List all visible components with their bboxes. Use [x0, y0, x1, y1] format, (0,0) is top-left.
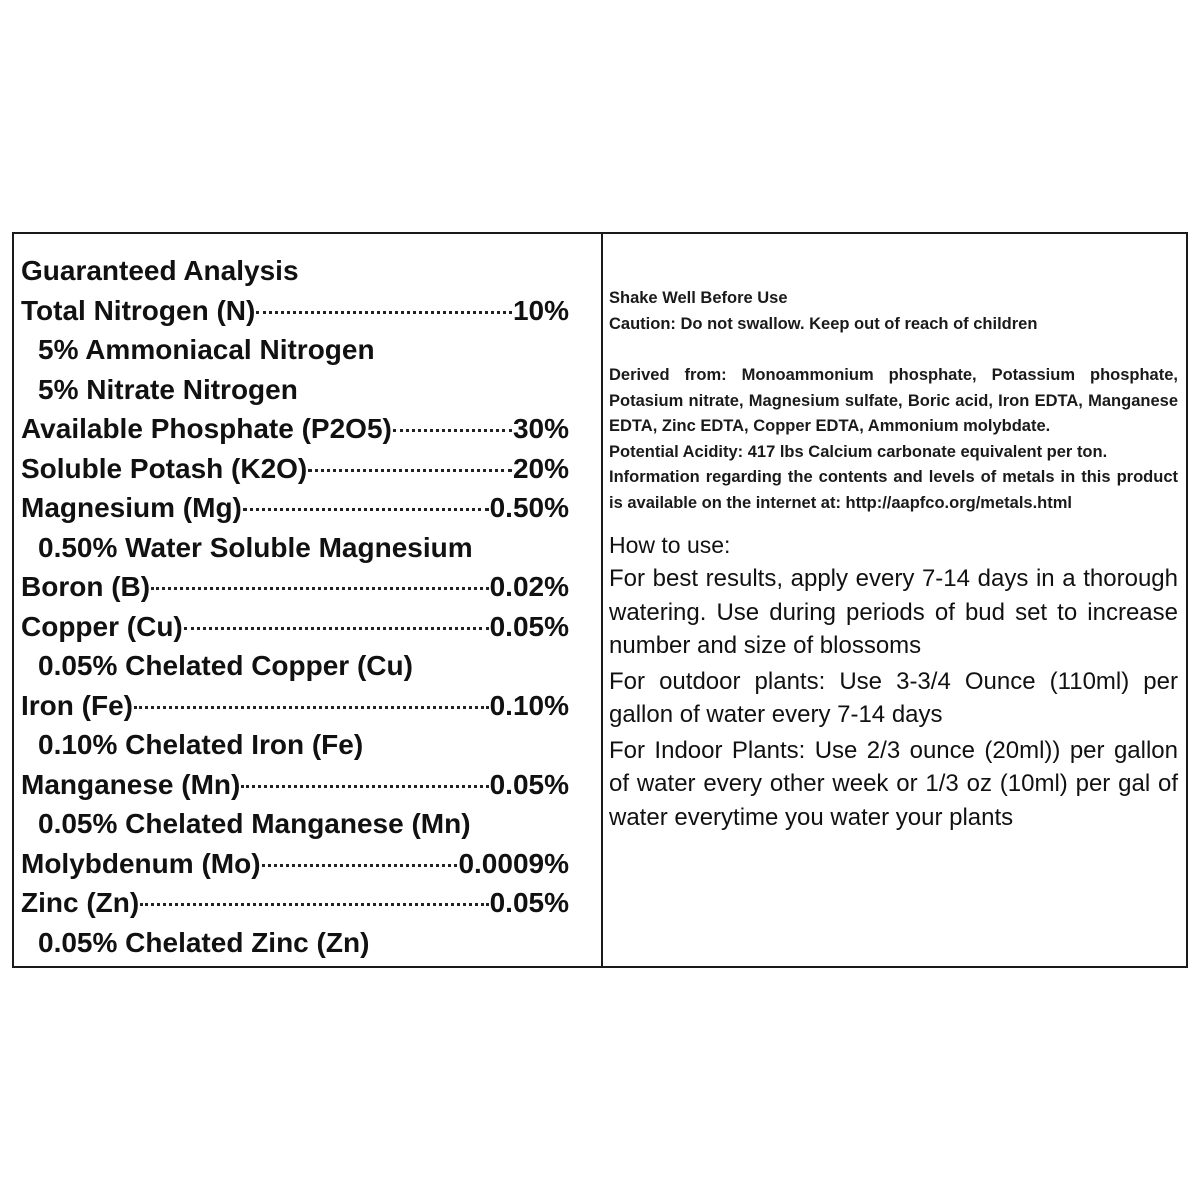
metals-info: Information regarding the contents and levels of metals in this product is available on the internet at: http://aapfco.org/metals.html — [609, 468, 1178, 512]
outdoor-plants-text: For outdoor plants: Use 3-3/4 Ounce (110ml) per gallon of water every 7-14 days — [609, 667, 1178, 728]
nitrate-nitrogen: 5% Nitrate Nitrogen — [38, 373, 298, 405]
ammoniacal-nitrogen: 5% Ammoniacal Nitrogen — [38, 334, 375, 365]
nutrient-value: 30% — [512, 413, 569, 444]
guaranteed-analysis-column — [14, 234, 603, 966]
molybdenum-row — [21, 844, 569, 884]
nutrient-value: 0.50% — [489, 492, 569, 523]
nutrient-value: 0.02% — [489, 571, 569, 602]
iron-row — [21, 686, 569, 726]
instructions-column — [603, 234, 1186, 966]
zinc-sub: 0.05% Chelated Zinc (Zn) — [38, 926, 370, 958]
nutrient-name: Available Phosphate (P2O5) — [21, 413, 392, 444]
dot-leader — [308, 469, 512, 472]
dot-leader — [151, 587, 489, 590]
phosphate-row — [21, 409, 569, 449]
nutrient-name: Soluble Potash (K2O) — [21, 452, 308, 484]
manganese-sub: 0.05% Chelated Manganese (Mn) — [38, 808, 471, 839]
dot-leader — [256, 311, 512, 314]
nutrient-value: 10% — [512, 294, 569, 326]
nutrient-name: Molybdenum (Mo) — [21, 847, 261, 879]
dot-leader — [393, 429, 512, 432]
nutrient-value: 0.10% — [489, 689, 569, 721]
nutrient-value: 0.0009% — [458, 847, 569, 879]
zinc-row — [21, 883, 569, 923]
dot-leader — [134, 706, 489, 709]
total-nitrogen-row — [21, 291, 569, 331]
iron-sub: 0.10% Chelated Iron (Fe) — [38, 729, 364, 760]
dot-leader — [262, 864, 458, 867]
dot-leader — [241, 785, 488, 788]
nutrient-value: 0.05% — [489, 610, 569, 642]
dot-leader — [140, 903, 488, 906]
dot-leader — [243, 508, 489, 511]
copper-sub: 0.05% Chelated Copper (Cu) — [38, 650, 413, 681]
how-to-use-title: How to use: — [609, 532, 731, 558]
dot-leader — [184, 627, 489, 630]
magnesium-sub: 0.50% Water Soluble Magnesium — [38, 531, 473, 563]
spacer — [609, 337, 1178, 363]
nutrient-value: 0.05% — [489, 887, 569, 918]
nutrient-name: Manganese (Mn) — [21, 768, 241, 800]
indoor-plants-text: For Indoor Plants: Use 2/3 ounce (20ml)) per gallon of water every other week or 1/3 oz (10ml) per gal of water everytime you water your plants — [609, 736, 1178, 831]
nutrient-name: Magnesium (Mg) — [21, 492, 242, 523]
nutrient-name: Boron (B) — [21, 571, 151, 602]
potential-acidity: Potential Acidity: 417 lbs Calcium carbonate equivalent per ton. — [609, 442, 1108, 461]
guaranteed-analysis-title: Guaranteed Analysis — [21, 255, 299, 286]
shake-notice: Shake Well Before Use — [609, 289, 788, 307]
potash-row — [21, 449, 569, 489]
nutrient-value: 20% — [512, 452, 569, 484]
magnesium-row — [21, 488, 569, 528]
nutrient-value: 0.05% — [489, 768, 569, 800]
nutrient-name: Copper (Cu) — [21, 610, 183, 642]
fertilizer-label-panel — [12, 232, 1188, 968]
manganese-row — [21, 765, 569, 805]
boron-row — [21, 567, 569, 607]
nutrient-name: Total Nitrogen (N) — [21, 294, 256, 326]
nutrient-name: Iron (Fe) — [21, 689, 133, 721]
derived-from: Derived from: Monoammonium phosphate, Potassium phosphate, Potasium nitrate, Magnesium sulfate, Boric acid, Iron EDTA, Manganese EDTA, Zinc EDTA, Copper EDTA, Ammonium molybdate. — [609, 366, 1178, 435]
nutrient-name: Zinc (Zn) — [21, 887, 140, 918]
copper-row — [21, 607, 569, 647]
caution-notice: Caution: Do not swallow. Keep out of reach of children — [609, 314, 1038, 333]
best-results-text: For best results, apply every 7-14 days in a thorough watering. Use during periods of bud set to increase number and size of blossoms — [609, 565, 1178, 659]
